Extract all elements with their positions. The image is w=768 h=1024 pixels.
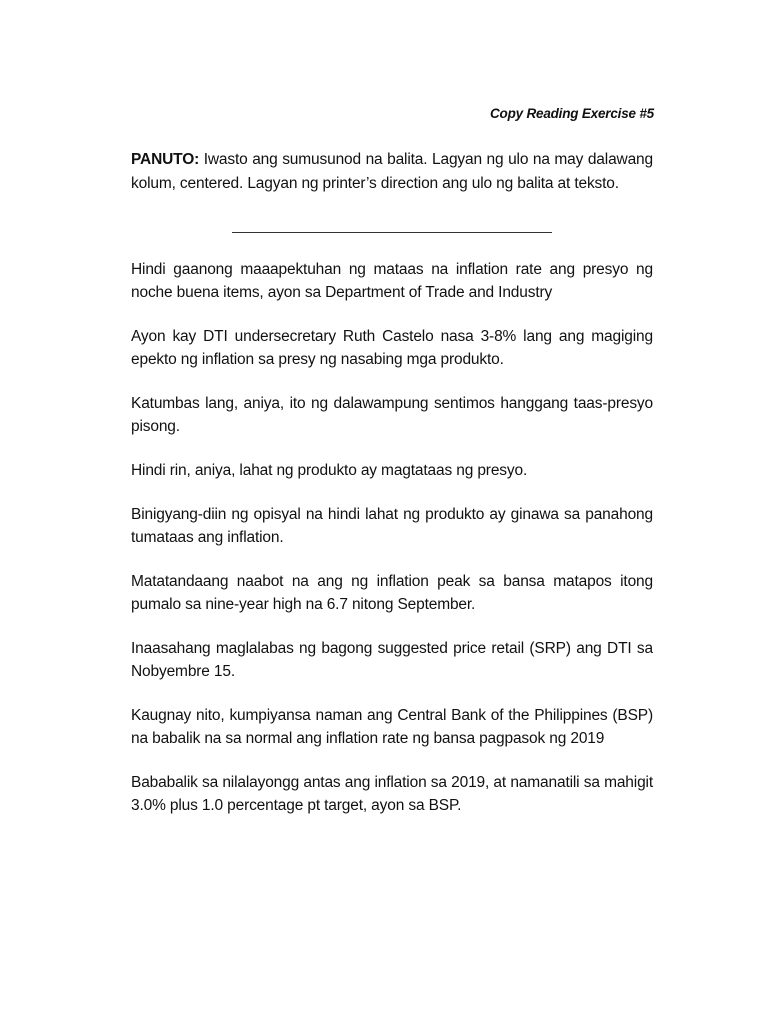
exercise-title: Copy Reading Exercise #5 [489, 106, 654, 121]
article-paragraph: Kaugnay nito, kumpiyansa naman ang Central Bank of the Philippines (BSP) na babalik na sa normal ang inflation rate ng bansa pagpasok ng 2019 [131, 707, 653, 747]
article-paragraph: Hindi rin, aniya, lahat ng produkto ay magtataas ng presyo. [131, 462, 528, 479]
article-paragraph: Ayon kay DTI undersecretary Ruth Castelo nasa 3-8% lang ang magiging epekto ng inflation sa presy ng nasabing mga produkto. [131, 328, 653, 368]
instructions-lead: PANUTO: [131, 151, 200, 168]
article-paragraph: Katumbas lang, aniya, ito ng dalawampung sentimos hanggang taas-presyo pisong. [131, 395, 653, 435]
article-paragraph: Binigyang-diin ng opisyal na hindi lahat ng produkto ay ginawa sa panahong tumataas ang inflation. [131, 506, 653, 546]
article-paragraph: Hindi gaanong maaapektuhan ng mataas na inflation rate ang presyo ng noche buena items, ayon sa Department of Trade and Industry [131, 261, 653, 301]
blank-headline-line [232, 232, 552, 233]
article-paragraph: Bababalik sa nilalayongg antas ang inflation sa 2019, at namanatili sa mahigit 3.0% plus 1.0 percentage pt target, ayon sa BSP. [131, 774, 653, 814]
article-paragraph: Matatandaang naabot na ang ng inflation peak sa bansa matapos itong pumalo sa nine-year high na 6.7 nitong September. [131, 573, 653, 613]
instructions-text: Iwasto ang sumusunod na balita. Lagyan ng ulo na may dalawang kolum, centered. Lagyan ng printer’s direction ang ulo ng balita at teksto. [131, 151, 653, 192]
instructions [131, 148, 653, 196]
article-paragraph: Inaasahang maglalabas ng bagong suggested price retail (SRP) ang DTI sa Nobyembre 15. [131, 640, 653, 680]
news-article [131, 258, 653, 838]
